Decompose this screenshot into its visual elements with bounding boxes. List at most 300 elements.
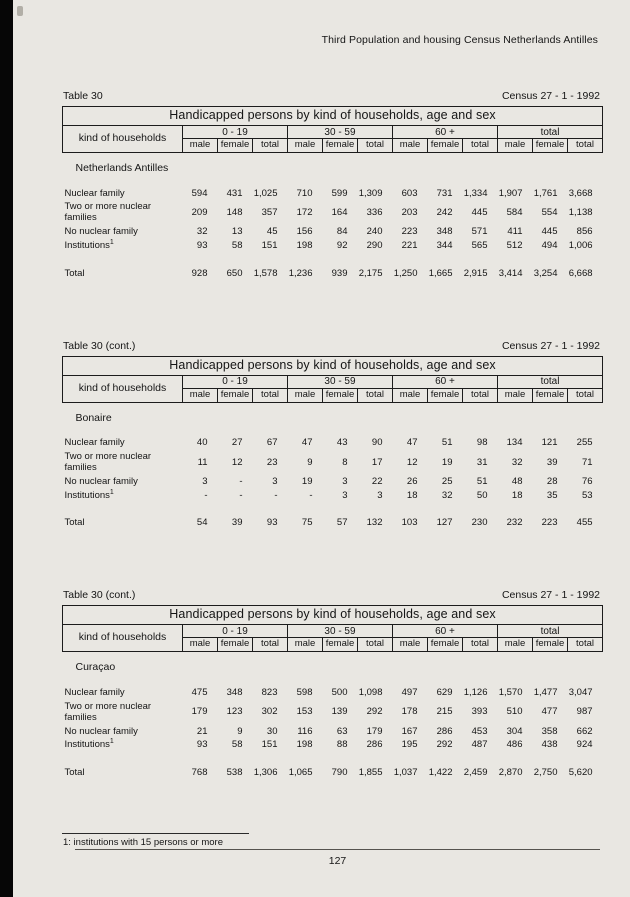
value-cell: 18 — [511, 489, 523, 501]
value-cell: 1,306 — [253, 766, 278, 778]
table-label: Table 30 — [63, 90, 103, 102]
title-row — [63, 356, 603, 375]
value-cell: 48 — [511, 475, 523, 487]
row-label: No nuclear family — [64, 725, 138, 737]
value-cell: 497 — [401, 686, 418, 698]
value-cell: 538 — [226, 766, 243, 778]
value-cell: 121 — [541, 437, 558, 449]
table-meta — [62, 340, 602, 352]
value-cell: 195 — [401, 739, 418, 751]
sex-header: total — [463, 638, 498, 652]
value-cell: 26 — [406, 475, 418, 487]
value-cell: 411 — [507, 226, 523, 238]
table-label: Table 30 (cont.) — [63, 589, 136, 602]
value-cell: 63 — [336, 725, 348, 737]
value-cell: 203 — [401, 206, 418, 218]
value-cell: 710 — [296, 187, 313, 199]
kind-of-households-header: kind of households — [63, 625, 183, 652]
group-header-row — [63, 126, 603, 139]
value-cell: 12 — [406, 456, 418, 468]
value-cell: 475 — [191, 686, 208, 698]
region-label: Netherlands Antilles — [75, 162, 169, 174]
table-row — [63, 451, 603, 476]
value-cell: 93 — [196, 739, 208, 751]
value-cell: 731 — [436, 187, 453, 199]
value-cell: 255 — [576, 437, 593, 449]
sex-header: total — [358, 388, 393, 402]
value-cell: 39 — [231, 517, 243, 529]
value-cell: 8 — [342, 456, 348, 468]
value-cell: 348 — [226, 686, 243, 698]
table-meta — [62, 589, 602, 601]
value-cell: 1,761 — [533, 187, 558, 199]
value-cell: 47 — [406, 437, 418, 449]
sex-header: male — [393, 388, 428, 402]
table-row — [63, 725, 603, 739]
value-cell: 336 — [366, 206, 383, 218]
value-cell: 1,907 — [498, 187, 523, 199]
sex-header: total — [463, 139, 498, 153]
row-label: Total — [64, 766, 85, 778]
value-cell: 132 — [366, 517, 383, 529]
value-cell: 221 — [401, 240, 418, 252]
value-cell: 215 — [436, 706, 453, 718]
sex-header: male — [393, 139, 428, 153]
value-cell: 151 — [261, 240, 278, 252]
value-cell: 2,750 — [533, 766, 558, 778]
footnote-marker: 1 — [109, 488, 114, 496]
sex-header: total — [253, 139, 288, 153]
census-date: Census 27 - 1 - 1992 — [501, 589, 600, 602]
row-label: Two or more nuclear families — [64, 201, 152, 224]
value-cell: 3 — [342, 489, 348, 501]
region-row — [63, 153, 603, 188]
value-cell: 172 — [296, 206, 313, 218]
group-header-row — [63, 375, 603, 388]
value-cell: - — [204, 489, 208, 501]
region-row — [63, 402, 603, 437]
sex-header: male — [393, 638, 428, 652]
sex-header: female — [428, 638, 463, 652]
value-cell: 3 — [342, 475, 348, 487]
value-cell: 232 — [506, 517, 523, 529]
table-row — [63, 437, 603, 451]
sex-header: female — [323, 139, 358, 153]
value-cell: 393 — [471, 706, 488, 718]
value-cell: 1,422 — [428, 766, 453, 778]
value-cell: 1,334 — [463, 187, 488, 199]
value-cell: 987 — [576, 706, 593, 718]
sex-header: male — [288, 388, 323, 402]
row-label: Institutions$^1$ — [64, 738, 114, 751]
value-cell: 302 — [261, 706, 278, 718]
value-cell: 156 — [296, 226, 313, 238]
value-cell: 438 — [541, 739, 558, 751]
value-cell: 455 — [576, 517, 593, 529]
sex-header: total — [358, 638, 393, 652]
page-footer — [75, 849, 600, 867]
row-label: Institutions$^1$ — [64, 488, 114, 501]
page-number: 127 — [328, 855, 347, 867]
kind-of-households-header: kind of households — [63, 375, 183, 402]
row-label: Nuclear family — [64, 437, 125, 449]
value-cell: 348 — [436, 226, 453, 238]
value-cell: 151 — [261, 739, 278, 751]
value-cell: 148 — [226, 206, 243, 218]
sex-header: total — [463, 388, 498, 402]
value-cell: 153 — [296, 706, 313, 718]
value-cell: 198 — [296, 240, 313, 252]
value-cell: 928 — [191, 267, 208, 279]
value-cell: 939 — [331, 267, 348, 279]
sex-header: total — [568, 638, 603, 652]
table-row — [63, 226, 603, 240]
value-cell: 1,025 — [253, 187, 278, 199]
value-cell: 103 — [401, 517, 418, 529]
value-cell: 116 — [297, 725, 313, 737]
age-group-header: 60 + — [393, 375, 498, 388]
value-cell: 571 — [471, 226, 488, 238]
table-row — [63, 201, 603, 226]
table-title: Handicapped persons by kind of households, age and sex — [63, 356, 603, 375]
sex-header: male — [183, 638, 218, 652]
sex-header: male — [498, 139, 533, 153]
value-cell: 1,006 — [568, 240, 593, 252]
value-cell: 1,665 — [428, 267, 453, 279]
total-row — [63, 254, 603, 284]
census-date: Census 27 - 1 - 1992 — [501, 339, 600, 352]
sex-header: male — [288, 638, 323, 652]
value-cell: 584 — [506, 206, 523, 218]
table-row — [63, 187, 603, 201]
row-label: Two or more nuclear families — [64, 451, 152, 473]
value-cell: 856 — [576, 226, 593, 238]
value-cell: 598 — [296, 686, 313, 698]
value-cell: 47 — [301, 437, 313, 449]
row-label: Nuclear family — [64, 187, 125, 199]
value-cell: 127 — [436, 517, 453, 529]
value-cell: 23 — [266, 456, 278, 468]
value-cell: 1,250 — [393, 267, 418, 279]
value-cell: 50 — [476, 489, 488, 501]
table-row — [63, 686, 603, 700]
kind-of-households-header: kind of households — [63, 126, 183, 153]
table-body — [63, 153, 603, 284]
value-cell: 2,870 — [498, 766, 523, 778]
value-cell: 123 — [226, 706, 243, 718]
sex-header: female — [323, 638, 358, 652]
value-cell: 344 — [436, 240, 453, 252]
value-cell: 1,855 — [358, 766, 383, 778]
table-row — [63, 475, 603, 489]
value-cell: 477 — [541, 706, 558, 718]
sex-header: female — [428, 388, 463, 402]
value-cell: 43 — [336, 437, 348, 449]
value-cell: 11 — [197, 456, 208, 468]
value-cell: 58 — [231, 240, 243, 252]
value-cell: 768 — [191, 766, 208, 778]
value-cell: 53 — [581, 489, 593, 501]
value-cell: 134 — [506, 437, 523, 449]
row-label: Total — [64, 267, 85, 279]
value-cell: 13 — [231, 226, 243, 238]
sex-header: total — [568, 139, 603, 153]
value-cell: 292 — [436, 739, 453, 751]
age-group-header: total — [498, 126, 603, 139]
sex-header: female — [533, 139, 568, 153]
table-title: Handicapped persons by kind of households, age and sex — [63, 606, 603, 625]
value-cell: 1,570 — [498, 686, 523, 698]
value-cell: 599 — [331, 187, 348, 199]
region-row — [63, 652, 603, 687]
value-cell: 1,477 — [533, 686, 558, 698]
value-cell: 1,138 — [568, 206, 593, 218]
value-cell: 71 — [581, 456, 593, 468]
value-cell: 164 — [331, 206, 348, 218]
value-cell: 31 — [476, 456, 488, 468]
value-cell: 32 — [196, 226, 208, 238]
sex-header: total — [253, 388, 288, 402]
group-header-row — [63, 625, 603, 638]
row-label: Two or more nuclear families — [64, 700, 152, 723]
value-cell: 453 — [471, 725, 488, 737]
value-cell: 75 — [301, 517, 313, 529]
value-cell: 286 — [436, 725, 453, 737]
value-cell: 2,175 — [358, 267, 383, 279]
value-cell: 30 — [266, 725, 278, 737]
value-cell: 57 — [336, 517, 348, 529]
value-cell: 3 — [272, 475, 278, 487]
value-cell: 554 — [541, 206, 558, 218]
value-cell: 67 — [266, 437, 278, 449]
value-cell: 35 — [546, 489, 558, 501]
value-cell: 54 — [196, 517, 208, 529]
census-table — [62, 106, 603, 284]
value-cell: 445 — [541, 226, 558, 238]
value-cell: 594 — [191, 187, 208, 199]
value-cell: 22 — [371, 475, 383, 487]
value-cell: 40 — [196, 437, 208, 449]
sex-header: female — [218, 139, 253, 153]
footnote-marker: 1 — [109, 738, 114, 746]
value-cell: 167 — [401, 725, 418, 737]
value-cell: 512 — [506, 240, 523, 252]
census-date: Census 27 - 1 - 1992 — [501, 90, 600, 102]
value-cell: 603 — [401, 187, 418, 199]
value-cell: 510 — [506, 706, 523, 718]
value-cell: 1,126 — [463, 686, 488, 698]
value-cell: 90 — [371, 437, 383, 449]
age-group-header: 30 - 59 — [288, 625, 393, 638]
value-cell: 304 — [506, 725, 523, 737]
sex-header: female — [323, 388, 358, 402]
age-group-header: 60 + — [393, 126, 498, 139]
table-body — [63, 652, 603, 783]
value-cell: 487 — [471, 739, 488, 751]
value-cell: 6,668 — [568, 267, 593, 279]
age-group-header: 0 - 19 — [183, 375, 288, 388]
age-group-header: 0 - 19 — [183, 126, 288, 139]
value-cell: 223 — [541, 517, 558, 529]
value-cell: 58 — [231, 739, 243, 751]
sex-header: total — [253, 638, 288, 652]
census-table — [62, 605, 603, 783]
value-cell: - — [309, 489, 313, 501]
value-cell: 431 — [226, 187, 243, 199]
value-cell: 357 — [261, 206, 278, 218]
table-title: Handicapped persons by kind of households, age and sex — [63, 107, 603, 126]
value-cell: 27 — [231, 437, 243, 449]
value-cell: - — [239, 475, 243, 487]
value-cell: 5,620 — [568, 766, 593, 778]
footnote — [62, 833, 602, 848]
footnote-marker: 1 — [109, 239, 114, 247]
value-cell: 230 — [471, 517, 488, 529]
value-cell: 19 — [301, 475, 313, 487]
value-cell: 18 — [406, 489, 418, 501]
value-cell: 51 — [441, 437, 453, 449]
value-cell: 198 — [296, 739, 313, 751]
value-cell: 3 — [202, 475, 208, 487]
sex-header: female — [533, 638, 568, 652]
total-row — [63, 503, 603, 533]
sex-header: male — [498, 388, 533, 402]
age-group-header: 30 - 59 — [288, 126, 393, 139]
table-row — [63, 240, 603, 254]
region-label: Bonaire — [75, 411, 112, 424]
value-cell: - — [239, 489, 243, 501]
value-cell: 2,459 — [463, 766, 488, 778]
value-cell: - — [274, 489, 278, 501]
table-section-netherlands-antilles — [62, 90, 602, 284]
value-cell: 650 — [226, 267, 243, 279]
value-cell: 178 — [401, 706, 418, 718]
footnote-text: 1: institutions with 15 persons or more — [63, 836, 223, 848]
value-cell: 2,915 — [463, 267, 488, 279]
value-cell: 445 — [471, 206, 488, 218]
scan-edge-artifact — [0, 0, 13, 897]
value-cell: 486 — [506, 739, 523, 751]
value-cell: 1,098 — [358, 686, 383, 698]
sex-header: male — [288, 139, 323, 153]
table-body — [63, 402, 603, 533]
value-cell: 51 — [476, 475, 488, 487]
document-header: Third Population and housing Census Netherlands Antilles — [321, 34, 598, 46]
value-cell: 3 — [377, 489, 383, 501]
document-page — [13, 0, 630, 897]
value-cell: 12 — [231, 456, 243, 468]
table-meta — [62, 90, 602, 102]
value-cell: 179 — [366, 725, 383, 737]
value-cell: 3,414 — [498, 267, 523, 279]
row-label: No nuclear family — [64, 226, 138, 238]
value-cell: 9 — [307, 456, 313, 468]
value-cell: 93 — [196, 240, 208, 252]
row-label: Institutions$^1$ — [64, 239, 114, 252]
value-cell: 823 — [261, 686, 278, 698]
value-cell: 88 — [336, 739, 348, 751]
table-row — [63, 489, 603, 503]
value-cell: 139 — [331, 706, 348, 718]
value-cell: 92 — [336, 240, 348, 252]
value-cell: 209 — [191, 206, 208, 218]
age-group-header: 0 - 19 — [183, 625, 288, 638]
value-cell: 242 — [436, 206, 453, 218]
value-cell: 179 — [191, 706, 208, 718]
value-cell: 286 — [366, 739, 383, 751]
value-cell: 358 — [541, 725, 558, 737]
total-row — [63, 753, 603, 783]
value-cell: 662 — [576, 725, 593, 737]
value-cell: 1,037 — [393, 766, 418, 778]
sex-header: female — [218, 638, 253, 652]
value-cell: 84 — [336, 226, 348, 238]
table-label: Table 30 (cont.) — [63, 339, 136, 352]
value-cell: 290 — [366, 240, 383, 252]
table-section-curacao — [62, 589, 602, 783]
census-table — [62, 356, 603, 534]
value-cell: 45 — [266, 226, 278, 238]
value-cell: 494 — [541, 240, 558, 252]
value-cell: 93 — [266, 517, 278, 529]
sex-header: male — [498, 638, 533, 652]
value-cell: 39 — [546, 456, 558, 468]
value-cell: 98 — [476, 437, 488, 449]
value-cell: 19 — [441, 456, 453, 468]
region-label: Curaçao — [75, 661, 116, 674]
row-label: Total — [64, 517, 85, 529]
value-cell: 17 — [371, 456, 383, 468]
value-cell: 76 — [581, 475, 593, 487]
row-label: No nuclear family — [64, 475, 138, 487]
value-cell: 240 — [366, 226, 383, 238]
value-cell: 28 — [546, 475, 558, 487]
age-group-header: 30 - 59 — [288, 375, 393, 388]
sex-header: male — [183, 139, 218, 153]
value-cell: 500 — [331, 686, 348, 698]
title-row — [63, 107, 603, 126]
value-cell: 924 — [576, 739, 593, 751]
value-cell: 223 — [401, 226, 418, 238]
value-cell: 32 — [441, 489, 453, 501]
value-cell: 565 — [471, 240, 488, 252]
sex-header: total — [358, 139, 393, 153]
row-label: Nuclear family — [64, 686, 125, 698]
sex-header: female — [218, 388, 253, 402]
sex-header: female — [533, 388, 568, 402]
value-cell: 1,578 — [253, 267, 278, 279]
value-cell: 9 — [237, 725, 243, 737]
sex-header: female — [428, 139, 463, 153]
value-cell: 1,236 — [288, 267, 313, 279]
sex-header: male — [183, 388, 218, 402]
value-cell: 3,668 — [568, 187, 593, 199]
table-row — [63, 739, 603, 753]
age-group-header: 60 + — [393, 625, 498, 638]
value-cell: 32 — [511, 456, 523, 468]
table-row — [63, 700, 603, 725]
value-cell: 292 — [366, 706, 383, 718]
title-row — [63, 606, 603, 625]
value-cell: 1,309 — [358, 187, 383, 199]
value-cell: 25 — [441, 475, 453, 487]
sex-header: total — [568, 388, 603, 402]
value-cell: 629 — [436, 686, 453, 698]
value-cell: 790 — [331, 766, 348, 778]
age-group-header: total — [498, 375, 603, 388]
value-cell: 1,065 — [288, 766, 313, 778]
value-cell: 3,047 — [568, 686, 593, 698]
